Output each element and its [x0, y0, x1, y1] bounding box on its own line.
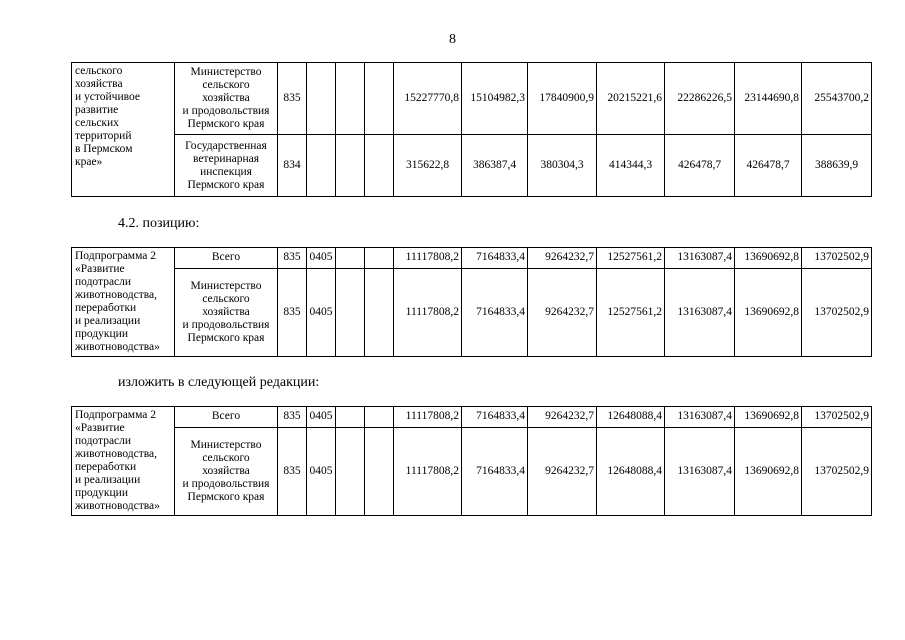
amount-cell: 13702502,9: [802, 268, 872, 356]
administrator-line: и продовольствия: [182, 318, 270, 331]
table-row: [72, 135, 872, 197]
administrator-line: хозяйства: [202, 92, 250, 104]
expense-type-cell: [365, 248, 394, 269]
amount-cell: 9264232,7: [528, 248, 597, 269]
amount-cell: 17840900,9: [528, 63, 597, 135]
administrator-cell: [175, 135, 278, 197]
program-name-cell: [72, 63, 175, 197]
amount-cell: 23144690,8: [735, 63, 802, 135]
section-code-cell: 0405: [307, 248, 336, 269]
section-code-cell: 0405: [307, 427, 336, 515]
budget-table-old-position: [71, 247, 872, 357]
section-code-cell: [307, 135, 336, 197]
expense-type-cell: [365, 427, 394, 515]
amount-cell: 7164833,4: [462, 268, 528, 356]
administrator-line: Всего: [211, 410, 241, 423]
administrator-line: сельского: [202, 292, 250, 305]
program-name-line: крае»: [75, 156, 103, 168]
page-number: 8: [449, 32, 456, 47]
budget-table-new-position: [71, 406, 872, 516]
section-code-cell: 0405: [307, 268, 336, 356]
administrator-line: Пермского края: [187, 490, 265, 503]
program-name-line: в Пермском: [75, 143, 133, 155]
grbs-code-cell: 834: [278, 135, 307, 197]
amount-cell: 20215221,6: [597, 63, 665, 135]
program-name-line: и реализации: [75, 474, 141, 486]
amount-cell: 9264232,7: [528, 407, 597, 428]
table-row: [72, 248, 872, 269]
administrator-line: Всего: [211, 251, 241, 264]
administrator-line: Пермского края: [187, 178, 265, 191]
administrator-cell: [175, 407, 278, 428]
amount-cell: 13702502,9: [802, 427, 872, 515]
program-name-cell: [72, 248, 175, 357]
amount-cell: 12527561,2: [597, 268, 665, 356]
amount-cell: 13163087,4: [665, 407, 735, 428]
administrator-line: сельского: [202, 451, 250, 464]
administrator-line: Государственная: [185, 139, 267, 152]
target-article-cell: [336, 268, 365, 356]
program-name-line: переработки: [75, 461, 137, 473]
program-name-line: и устойчивое: [75, 91, 140, 103]
administrator-line: и продовольствия: [182, 105, 270, 117]
amount-cell: 13702502,9: [802, 248, 872, 269]
budget-table-continuation: [71, 62, 872, 197]
amount-cell: 9264232,7: [528, 268, 597, 356]
administrator-cell: [175, 63, 278, 135]
administrator-line: ветеринарная: [192, 152, 260, 165]
program-name-line: животноводства,: [75, 289, 157, 301]
grbs-code-cell: 835: [278, 248, 307, 269]
amount-cell: 13163087,4: [665, 268, 735, 356]
amount-cell: 13690692,8: [735, 407, 802, 428]
target-article-cell: [336, 427, 365, 515]
amount-cell: 15227770,8: [394, 63, 462, 135]
section-code-cell: 0405: [307, 407, 336, 428]
program-name-line: животноводства,: [75, 448, 157, 460]
new-edition-caption: изложить в следующей редакции:: [118, 375, 320, 390]
amount-cell: 12648088,4: [597, 407, 665, 428]
expense-type-cell: [365, 63, 394, 135]
amount-cell: 426478,7: [665, 135, 735, 197]
administrator-line: Пермского края: [187, 331, 265, 344]
amount-cell: 426478,7: [735, 135, 802, 197]
table-row: [72, 427, 872, 515]
amount-cell: 7164833,4: [462, 427, 528, 515]
program-name-line: сельских: [75, 117, 119, 129]
amount-cell: 15104982,3: [462, 63, 528, 135]
amount-cell: 386387,4: [462, 135, 528, 197]
target-article-cell: [336, 63, 365, 135]
program-name-line: «Развитие: [75, 263, 125, 275]
section-code-cell: [307, 63, 336, 135]
program-name-line: переработки: [75, 302, 137, 314]
amount-cell: 13690692,8: [735, 268, 802, 356]
expense-type-cell: [365, 407, 394, 428]
amount-cell: 414344,3: [597, 135, 665, 197]
amount-cell: 7164833,4: [462, 407, 528, 428]
amount-cell: 12527561,2: [597, 248, 665, 269]
administrator-cell: [175, 268, 278, 356]
amount-cell: 11117808,2: [394, 268, 462, 356]
program-name-cell: [72, 407, 175, 516]
administrator-cell: [175, 427, 278, 515]
expense-type-cell: [365, 135, 394, 197]
grbs-code-cell: 835: [278, 268, 307, 356]
table-row: [72, 63, 872, 135]
amount-cell: 13690692,8: [735, 427, 802, 515]
expense-type-cell: [365, 268, 394, 356]
table-row: [72, 407, 872, 428]
position-caption: 4.2. позицию:: [118, 216, 200, 231]
program-name-line: продукции: [75, 487, 128, 499]
program-name-line: развитие: [75, 104, 119, 116]
amount-cell: 13702502,9: [802, 407, 872, 428]
target-article-cell: [336, 407, 365, 428]
amount-cell: 13690692,8: [735, 248, 802, 269]
program-name-line: Подпрограмма 2: [75, 250, 157, 262]
administrator-line: Министерство: [190, 438, 262, 451]
amount-cell: 7164833,4: [462, 248, 528, 269]
grbs-code-cell: 835: [278, 427, 307, 515]
amount-cell: 9264232,7: [528, 427, 597, 515]
administrator-line: Министерство: [190, 66, 262, 78]
amount-cell: 380304,3: [528, 135, 597, 197]
administrator-line: Пермского края: [187, 118, 265, 130]
administrator-line: хозяйства: [202, 305, 250, 318]
grbs-code-cell: 835: [278, 407, 307, 428]
program-name-line: животноводства»: [75, 341, 160, 353]
amount-cell: 388639,9: [802, 135, 872, 197]
program-name-line: продукции: [75, 328, 128, 340]
amount-cell: 13163087,4: [665, 427, 735, 515]
program-name-line: Подпрограмма 2: [75, 409, 157, 421]
program-name-line: «Развитие: [75, 422, 125, 434]
table-row: [72, 268, 872, 356]
amount-cell: 12648088,4: [597, 427, 665, 515]
administrator-line: сельского: [202, 79, 250, 91]
program-name-line: подотрасли: [75, 276, 132, 288]
amount-cell: 22286226,5: [665, 63, 735, 135]
program-name-line: территорий: [75, 130, 132, 142]
program-name-line: сельского: [75, 65, 123, 77]
amount-cell: 13163087,4: [665, 248, 735, 269]
program-name-line: животноводства»: [75, 500, 160, 512]
grbs-code-cell: 835: [278, 63, 307, 135]
administrator-cell: [175, 248, 278, 269]
administrator-line: инспекция: [200, 165, 252, 178]
target-article-cell: [336, 248, 365, 269]
amount-cell: 315622,8: [394, 135, 462, 197]
amount-cell: 25543700,2: [802, 63, 872, 135]
program-name-line: и реализации: [75, 315, 141, 327]
target-article-cell: [336, 135, 365, 197]
administrator-line: Министерство: [190, 279, 262, 292]
amount-cell: 11117808,2: [394, 407, 462, 428]
amount-cell: 11117808,2: [394, 248, 462, 269]
administrator-line: и продовольствия: [182, 477, 270, 490]
amount-cell: 11117808,2: [394, 427, 462, 515]
program-name-line: подотрасли: [75, 435, 132, 447]
program-name-line: хозяйства: [75, 78, 123, 90]
administrator-line: хозяйства: [202, 464, 250, 477]
